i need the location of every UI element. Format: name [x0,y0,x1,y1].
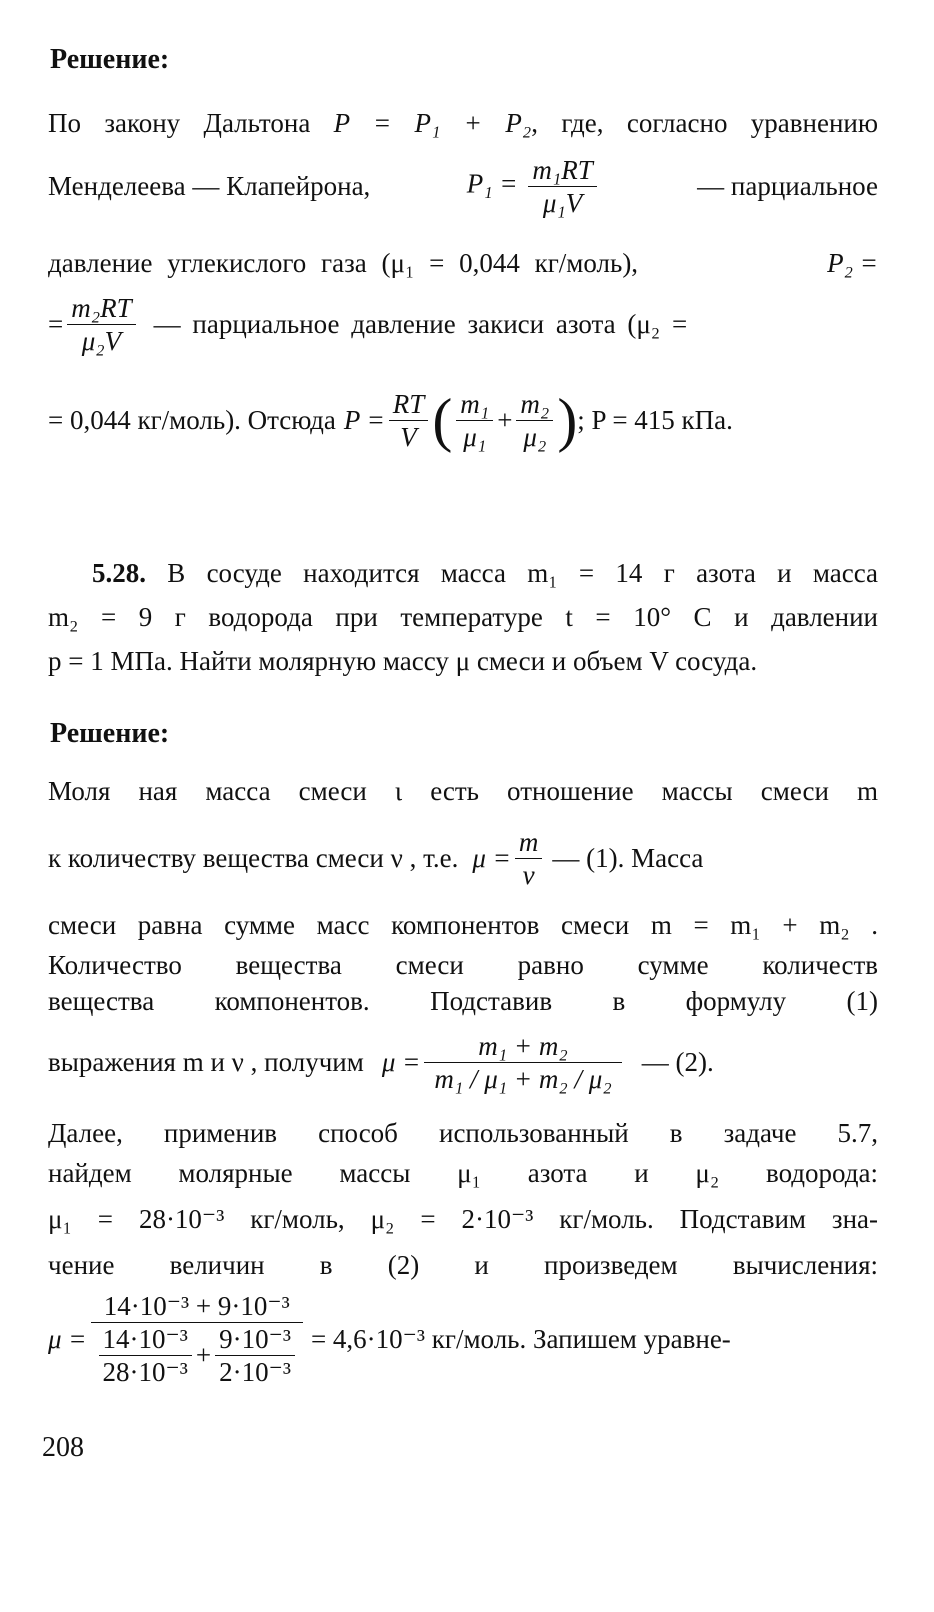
sol2-line3 [48,910,878,941]
fraction [389,388,429,453]
numerator: m [515,826,543,859]
complex-fraction [91,1290,303,1388]
numerator: m₁ [456,388,493,421]
p1-formula [467,154,601,219]
fraction [528,154,596,219]
problem-number: 5.28. [92,558,146,588]
formula-lhs: μ = [381,1047,421,1077]
numerator: 14·10⁻³ + 9·10⁻³ [91,1290,303,1323]
sol2-text: к количеству вещества смеси ν , т.е. [48,843,459,873]
denominator: m₁ / μ₁ + m₂ / μ₂ [434,1064,612,1094]
problem-line3 [48,646,878,677]
denominator: μ₁ [463,422,487,452]
denominator [91,1323,303,1388]
plus-sign: + [497,405,513,435]
sol1-text: — парциальное [697,171,878,201]
formula-lhs: μ = [48,1323,87,1354]
sol2-text: найдем молярные массы μ₁ азота и μ₂ водорода: [48,1158,878,1188]
sol2-text: Количество вещества смеси равно сумме количеств [48,950,878,980]
sol2-text: Далее, применив способ использованный в задаче 5.7, [48,1118,878,1148]
numerator: m₂RT [67,292,135,325]
problem-line2 [48,602,878,633]
sol1-text: — парциальное давление закиси азота (μ₂ = [153,309,688,339]
formula-lhs: μ = [472,843,511,873]
denominator: V [400,422,417,452]
sol1-line5 [48,386,878,455]
sol2-text: вещества компонентов. Подставив в формулу (1) [48,986,878,1016]
formula-lhs: P₁ = [466,168,518,199]
sol2-text: выражения m и ν , получим [48,1047,364,1077]
solution-heading: Решение: [50,44,170,75]
sol2-line4 [48,950,878,981]
sol2-text: чение величин в (2) и произведем вычисления: [48,1250,878,1280]
sol1-text: Менделеева — Клапейрона, [48,171,371,201]
sol2-text: — (2). [641,1047,714,1077]
denominator: μ₂V [81,326,122,356]
dalton-formula: P = P₁ + P₂ [333,108,532,138]
fraction [456,388,493,453]
problem-text: m₂ = 9 г водорода при температуре t = 10° C и давлении [48,602,878,632]
fraction [67,292,135,357]
sol2-line5 [48,986,878,1017]
sol2-line9 [48,1204,878,1235]
sol2-line8 [48,1158,878,1189]
formula-lhs: P = [343,405,385,435]
numerator: m₂ [516,388,553,421]
sol2-text: — (1). Масса [552,843,704,873]
fraction [99,1323,192,1388]
fraction [515,826,543,891]
solution-heading: Решение: [50,718,170,749]
sol1-text: P₂ = [827,248,878,278]
sol2-text: = 4,6·10⁻³ кг/моль. Запишем уравне- [310,1323,731,1354]
sol2-line2 [48,826,878,891]
sol1-text: давление углекислого газа (μ₁ = 0,044 кг/моль), [48,248,639,278]
sol2-line10 [48,1250,878,1281]
sol2-line1 [48,776,878,807]
sol2-line7 [48,1118,878,1149]
numerator: RT [389,388,429,421]
denominator: ν [522,860,535,890]
mu-calculation [48,1290,878,1388]
fraction [215,1323,295,1388]
fraction [424,1030,621,1095]
formula-lhs: = [48,309,64,339]
numerator: 14·10⁻³ [99,1323,192,1356]
sol1-text: = 0,044 кг/моль). Отсюда [48,405,336,435]
sol2-line6 [48,1030,878,1095]
fraction [516,388,553,453]
sol1-text: По закону Дальтона [48,108,311,138]
left-paren: ( [432,387,453,453]
sol1-line2 [48,154,878,219]
denominator: 2·10⁻³ [219,1357,291,1387]
sol1-line1 [48,108,878,139]
sol2-text: μ₁ = 28·10⁻³ кг/моль, μ₂ = 2·10⁻³ кг/моль. Подставим зна- [48,1204,878,1234]
sol1-line3 [48,248,878,279]
problem-text: В сосуде находится масса m₁ = 14 г азота и масса [167,558,878,588]
numerator: m₁RT [528,154,596,187]
page-number: 208 [42,1432,84,1463]
sol2-text: Моля ная масса смеси ι есть отношение массы смеси m [48,776,878,806]
sol1-text: , где, согласно уравнению [531,108,879,138]
denominator: μ₂ [523,422,547,452]
denominator: 28·10⁻³ [102,1357,188,1387]
right-paren: ) [557,387,578,453]
numerator: m₁ + m₂ [424,1030,621,1063]
sol2-text: смеси равна сумме масс компонентов смеси m = m₁ + m₂ . [48,910,878,940]
problem-line1 [92,558,878,589]
plus-sign: + [195,1340,212,1370]
denominator: μ₁V [542,188,583,218]
sol1-line4 [48,292,878,357]
numerator: 9·10⁻³ [215,1323,295,1356]
sol1-result: ; P = 415 кПа. [577,405,733,435]
problem-text: p = 1 МПа. Найти молярную массу μ смеси и объем V сосуда. [48,646,758,676]
